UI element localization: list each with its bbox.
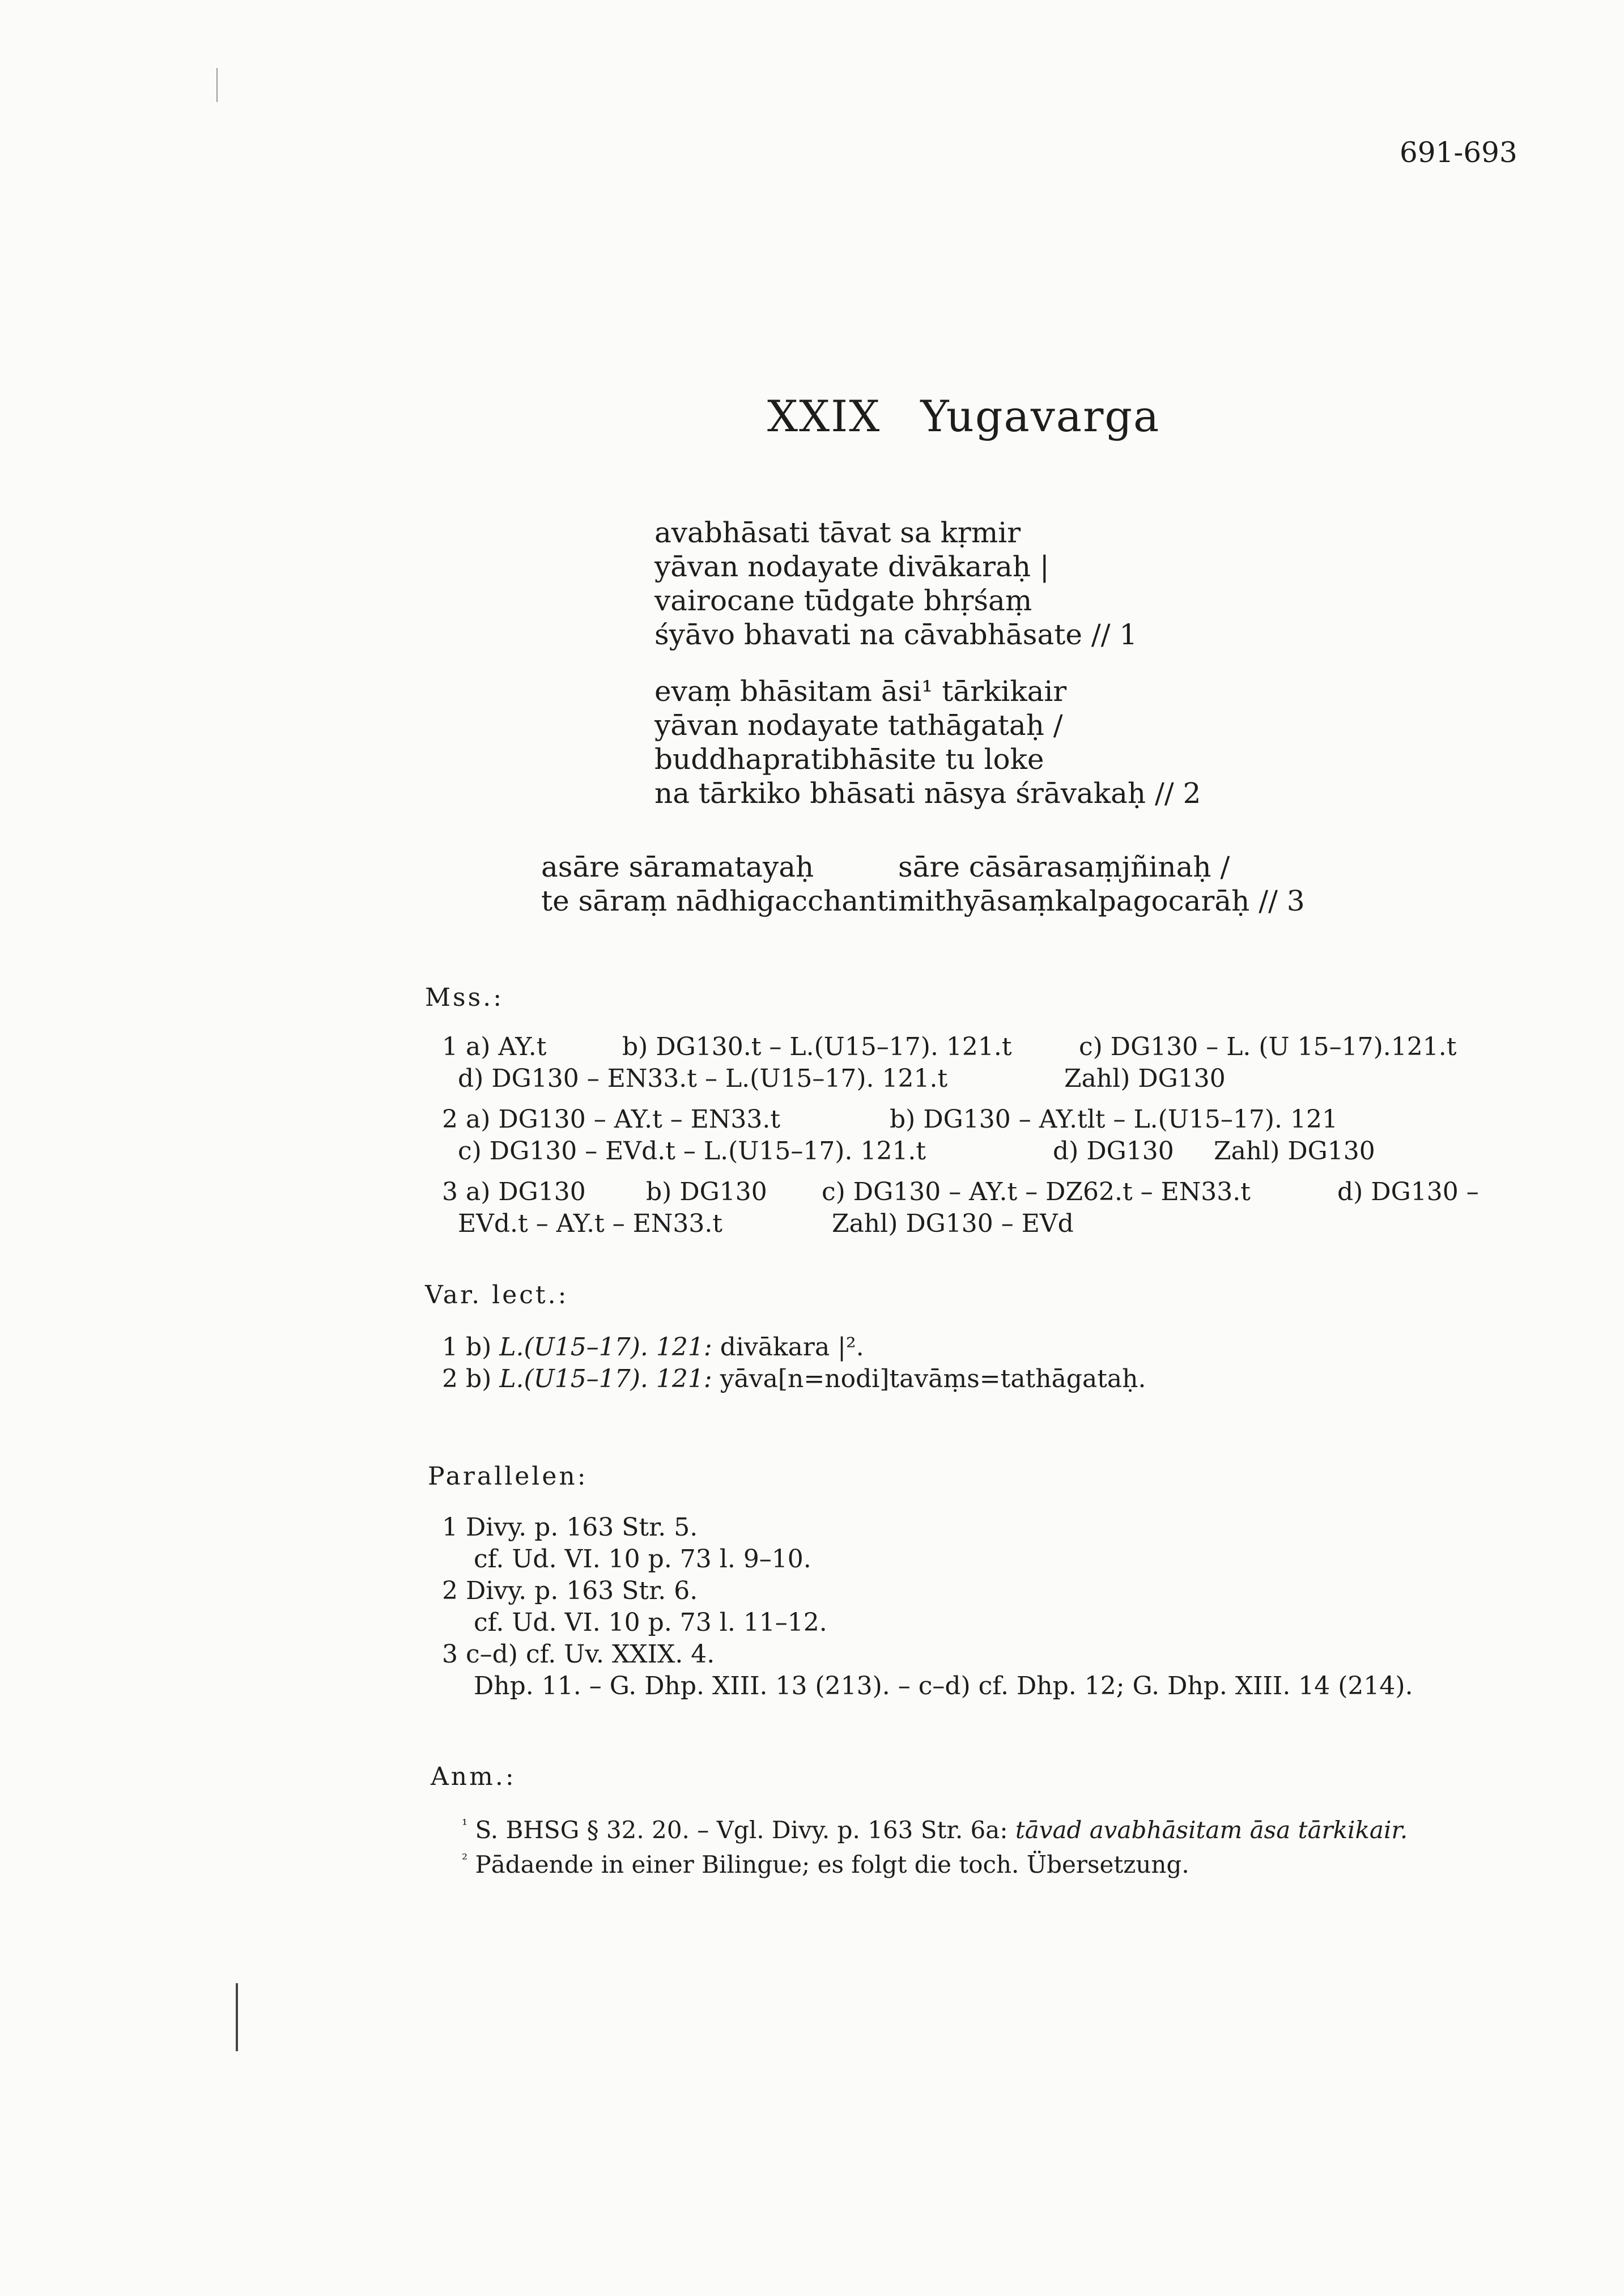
mss-item: b) DG130 (646, 1177, 767, 1206)
mss-item: d) DG130 – EN33.t – L.(U15–17). 121.t (458, 1064, 948, 1093)
mss-item: 2 a) DG130 – AY.t – EN33.t (442, 1105, 781, 1134)
mss-item: d) DG130 (1053, 1137, 1174, 1166)
verse-line: avabhāsati tāvat sa kṛmir (654, 516, 1021, 549)
verse-pada: asāre sāramatayaḥ (541, 851, 814, 883)
parallelen-heading: Parallelen: (428, 1462, 588, 1491)
mss-line (442, 1104, 1479, 1136)
parallel-line: cf. Ud. VI. 10 p. 73 l. 11–12. (474, 1608, 827, 1637)
mss-item: b) DG130.t – L.(U15–17). 121.t (622, 1032, 1012, 1061)
footnote-mark: ² (462, 1851, 468, 1868)
mss-heading: Mss.: (425, 983, 504, 1012)
anm-heading: Anm.: (431, 1762, 516, 1791)
verse-pada: te sāraṃ nādhigacchanti (541, 885, 898, 917)
parallel-line: 3 c–d) cf. Uv. XXIX. 4. (442, 1640, 715, 1669)
var-lect-heading: Var. lect.: (425, 1281, 569, 1309)
var-lect-line (442, 1363, 1146, 1395)
parallel-line: 2 Divy. p. 163 Str. 6. (442, 1576, 698, 1605)
verse-line: evaṃ bhāsitam āsi¹ tārkikair (654, 675, 1067, 708)
var-lect-text: divākara |². (720, 1333, 864, 1362)
footnote-mark: ¹ (462, 1817, 468, 1833)
mss-item: d) DG130 – (1337, 1177, 1479, 1206)
chapter-roman: XXIX (767, 391, 881, 441)
mss-item: c) DG130 – EVd.t – L.(U15–17). 121.t (458, 1137, 926, 1166)
verse-line: yāvan nodayate tathāgataḥ / (654, 709, 1063, 742)
footnote (462, 1845, 1408, 1880)
mss-item: EVd.t – AY.t – EN33.t (458, 1209, 722, 1238)
footnotes (462, 1810, 1408, 1880)
verse-line: vairocane tūdgate bhṛśaṃ (654, 584, 1032, 617)
margin-mark (236, 1983, 238, 2051)
verse-line: śyāvo bhavati na cāvabhāsate // 1 (654, 618, 1138, 651)
mss-line (442, 1136, 1479, 1167)
mss-item: b) DG130 – AY.tlt – L.(U15–17). 121 (890, 1105, 1338, 1134)
chapter-name: Yugavarga (920, 391, 1160, 441)
verse-3 (541, 850, 1305, 918)
chapter-title (767, 391, 1160, 441)
verse-pada: mithyāsaṃkalpagocarāḥ // 3 (898, 885, 1305, 917)
footnote (462, 1810, 1408, 1845)
mss-line (442, 1208, 1479, 1240)
verse-line: yāvan nodayate divākaraḥ | (654, 550, 1049, 583)
var-lect-num: 1 b) (442, 1333, 492, 1362)
mss-item: Zahl) DG130 – EVd (832, 1209, 1074, 1238)
mss-line (442, 1031, 1479, 1063)
footnote-text: S. BHSG § 32. 20. – Vgl. Divy. p. 163 Str. 6a: (475, 1816, 1008, 1844)
mss-item: c) DG130 – L. (U 15–17).121.t (1079, 1032, 1457, 1061)
var-lect-num: 2 b) (442, 1364, 492, 1393)
parallel-line: Dhp. 11. – G. Dhp. XIII. 13 (213). – c–d) cf. Dhp. 12; G. Dhp. XIII. 14 (214). (474, 1672, 1413, 1700)
mss-line (442, 1176, 1479, 1208)
verse-line: na tārkiko bhāsati nāsya śrāvakaḥ // 2 (654, 777, 1201, 810)
mss-line (442, 1063, 1479, 1095)
mss-item: 1 a) AY.t (442, 1032, 547, 1061)
parallel-line: 1 Divy. p. 163 Str. 5. (442, 1513, 698, 1542)
footnote-italic: tāvad avabhāsitam āsa tārkikair. (1015, 1816, 1408, 1844)
mss-item: Zahl) DG130 (1214, 1137, 1375, 1166)
verse-line: buddhapratibhāsite tu loke (654, 743, 1044, 776)
verse-2 (654, 674, 1201, 810)
page-number: 691-693 (1400, 136, 1517, 169)
var-lect-source: L.(U15–17). 121: (499, 1333, 712, 1362)
mss-item: 3 a) DG130 (442, 1177, 586, 1206)
footnote-text: Pādaende in einer Bilingue; es folgt die toch. Übersetzung. (475, 1851, 1189, 1878)
var-lect-source: L.(U15–17). 121: (499, 1364, 712, 1393)
var-lect-text: yāva[n=nodi]tavāṃs=tathāgataḥ. (720, 1364, 1146, 1393)
verse-1 (654, 516, 1137, 652)
var-lect-line (442, 1332, 1146, 1363)
verse-line (541, 850, 1305, 884)
parallelen-list (442, 1512, 1413, 1702)
var-lect-list (442, 1332, 1146, 1395)
parallel-line: cf. Ud. VI. 10 p. 73 l. 9–10. (474, 1545, 811, 1574)
margin-mark (216, 68, 218, 102)
verse-line (541, 884, 1305, 918)
mss-list (442, 1031, 1479, 1240)
mss-item: c) DG130 – AY.t – DZ62.t – EN33.t (822, 1177, 1251, 1206)
mss-item: Zahl) DG130 (1064, 1064, 1226, 1093)
verse-pada: sāre cāsārasaṃjñinaḥ / (898, 851, 1230, 883)
